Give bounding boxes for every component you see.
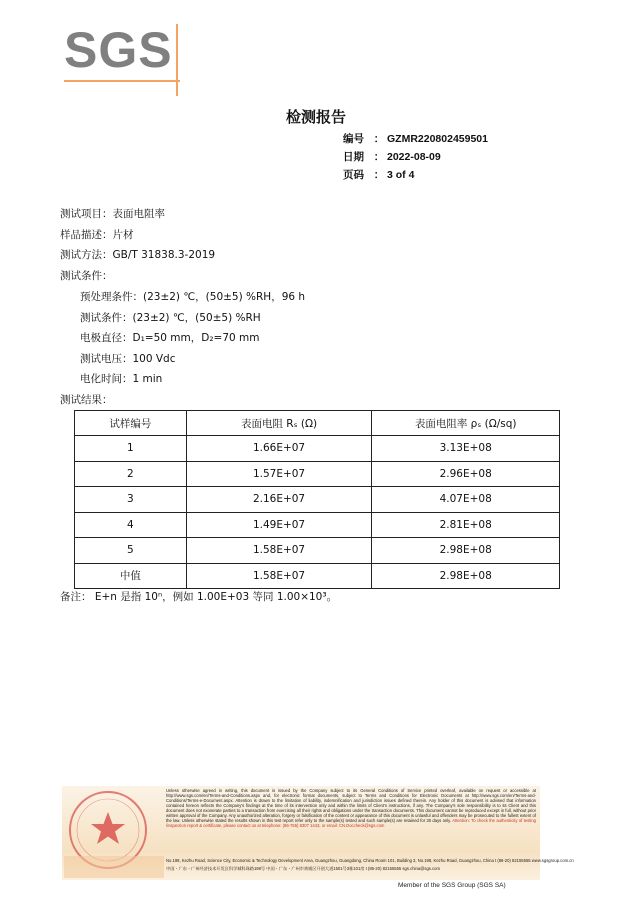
sgs-membership: Member of the SGS Group (SGS SA) bbox=[398, 882, 506, 889]
table-row bbox=[75, 487, 560, 513]
sgs-logo-text: SGS bbox=[64, 22, 173, 78]
test-condition: 测试条件：(23±2) ℃，(50±5) %RH bbox=[80, 312, 261, 324]
table-row bbox=[75, 461, 560, 487]
meta-value: 2022-08-09 bbox=[387, 151, 441, 163]
electrification-time: 电化时间：1 min bbox=[80, 373, 163, 385]
cell-resistivity: 2.96E+08 bbox=[372, 461, 560, 487]
cell-sample: 1 bbox=[75, 436, 187, 462]
sample-description: 样品描述：片材 bbox=[60, 229, 134, 241]
header-surface-resistivity: 表面电阻率 ρₛ (Ω/sq) bbox=[372, 411, 560, 436]
cell-resistivity: 2.98E+08 bbox=[372, 538, 560, 564]
table-row bbox=[75, 512, 560, 538]
footer-disclaimer bbox=[62, 786, 574, 880]
table-row bbox=[75, 563, 560, 589]
table-row bbox=[75, 538, 560, 564]
address-chinese: 中国・广东・广州经济技术开发区科学城科珠路198号 中国・广东・广州市黄埔区开创大道1501号3栋101房 t (86-20) 82155555 sgs.china@sgs.com bbox=[166, 866, 440, 871]
header-sample-no: 试样编号 bbox=[75, 411, 187, 436]
table-header-row bbox=[75, 411, 560, 436]
logo-orange-rule-vertical bbox=[176, 24, 178, 96]
conditions-header: 测试条件： bbox=[60, 270, 113, 282]
header-surface-resistance: 表面电阻 Rₛ (Ω) bbox=[186, 411, 372, 436]
meta-label: 日期 bbox=[343, 151, 364, 163]
cell-resistance: 1.57E+07 bbox=[186, 461, 372, 487]
remark-note: 备注： E+n 是指 10ⁿ，例如 1.00E+03 等同 1.00×10³。 bbox=[60, 591, 338, 603]
cell-sample: 中值 bbox=[75, 563, 187, 589]
report-number bbox=[343, 131, 488, 146]
meta-value: GZMR220802459501 bbox=[387, 133, 488, 145]
results-table bbox=[74, 410, 560, 589]
meta-separator: ： bbox=[373, 133, 385, 145]
terms-text: Unless otherwise agreed in writing, this document is issued by the Company subject to its General Conditions of Service printed overleaf, available on request or accessible at http://www.sgs.com/en/Terms-and-Conditions.aspx and, for electronic format documents, subject to Terms and Conditions for Electronic Documents at http://www.sgs.com/en/Terms-and-Conditions/Terms-e-Document.aspx. Attention is drawn to the limitation of liability, indemnification and jurisdiction issues defined therein. Any holder of this document is advised that information contained hereon reflects the Company's findings at the time of its intervention only and within the limits of Client's instructions, if any. The Company's sole responsibility is to its Client and this document does not exonerate parties to a transaction from exercising all their rights and obligations under the transaction documents. This document cannot be reproduced except in full, without prior written approval of the Company. Any unauthorized alteration, forgery or falsification of the content or appearance of this document is unlawful and offenders may be prosecuted to the fullest extent of the law. Unless otherwise stated the results shown in this test report refer only to the sample(s) tested and such sample(s) are retained for 30 days only. bbox=[166, 788, 536, 823]
cell-resistance: 1.58E+07 bbox=[186, 538, 372, 564]
terms-fine-print bbox=[166, 788, 536, 828]
meta-label: 页码 bbox=[343, 169, 364, 181]
report-title: 检测报告 bbox=[285, 108, 346, 126]
cell-resistance: 1.66E+07 bbox=[186, 436, 372, 462]
results-header: 测试结果： bbox=[60, 394, 113, 406]
meta-label: 编号 bbox=[343, 133, 364, 145]
cell-resistance: 1.58E+07 bbox=[186, 563, 372, 589]
precondition: 预处理条件：(23±2) ℃，(50±5) %RH，96 h bbox=[80, 291, 306, 303]
test-method: 测试方法：GB/T 31838.3-2019 bbox=[60, 249, 216, 261]
meta-value: 3 of 4 bbox=[387, 169, 415, 181]
logo-orange-rule bbox=[64, 80, 180, 82]
table-row bbox=[75, 436, 560, 462]
test-item: 测试项目：表面电阻率 bbox=[60, 208, 165, 220]
meta-separator: ： bbox=[373, 169, 385, 181]
cell-sample: 4 bbox=[75, 512, 187, 538]
cell-sample: 3 bbox=[75, 487, 187, 513]
report-date bbox=[343, 149, 441, 164]
cell-sample: 2 bbox=[75, 461, 187, 487]
address-english: No.198, Kezhu Road, Science City, Economic & Technology Development Area, Guangzhou, Guangdong, China Room 101, Building 3, No.198, Kezhu Road, Guangzhou, China t (86-20) 82155555 www.sgsgroup.com.cn bbox=[166, 858, 574, 863]
report-page-number bbox=[343, 167, 414, 182]
meta-separator: ： bbox=[373, 151, 385, 163]
authenticity-notice: Attention: To check the authenticity of testing /inspection report & certificate, please contact us at telephone: (86-755) 8307 1443, or email: CN.Doccheck@sgs.com bbox=[166, 818, 537, 828]
cell-resistance: 1.49E+07 bbox=[186, 512, 372, 538]
electrode-diameter: 电极直径：D₁=50 mm，D₂=70 mm bbox=[80, 332, 260, 344]
cell-resistivity: 4.07E+08 bbox=[372, 487, 560, 513]
sgs-logo bbox=[64, 24, 180, 86]
cell-sample: 5 bbox=[75, 538, 187, 564]
cell-resistivity: 2.98E+08 bbox=[372, 563, 560, 589]
test-voltage: 测试电压：100 Vdc bbox=[80, 353, 176, 365]
cell-resistivity: 3.13E+08 bbox=[372, 436, 560, 462]
cell-resistivity: 2.81E+08 bbox=[372, 512, 560, 538]
company-seal-stamp bbox=[64, 786, 164, 878]
cell-resistance: 2.16E+07 bbox=[186, 487, 372, 513]
